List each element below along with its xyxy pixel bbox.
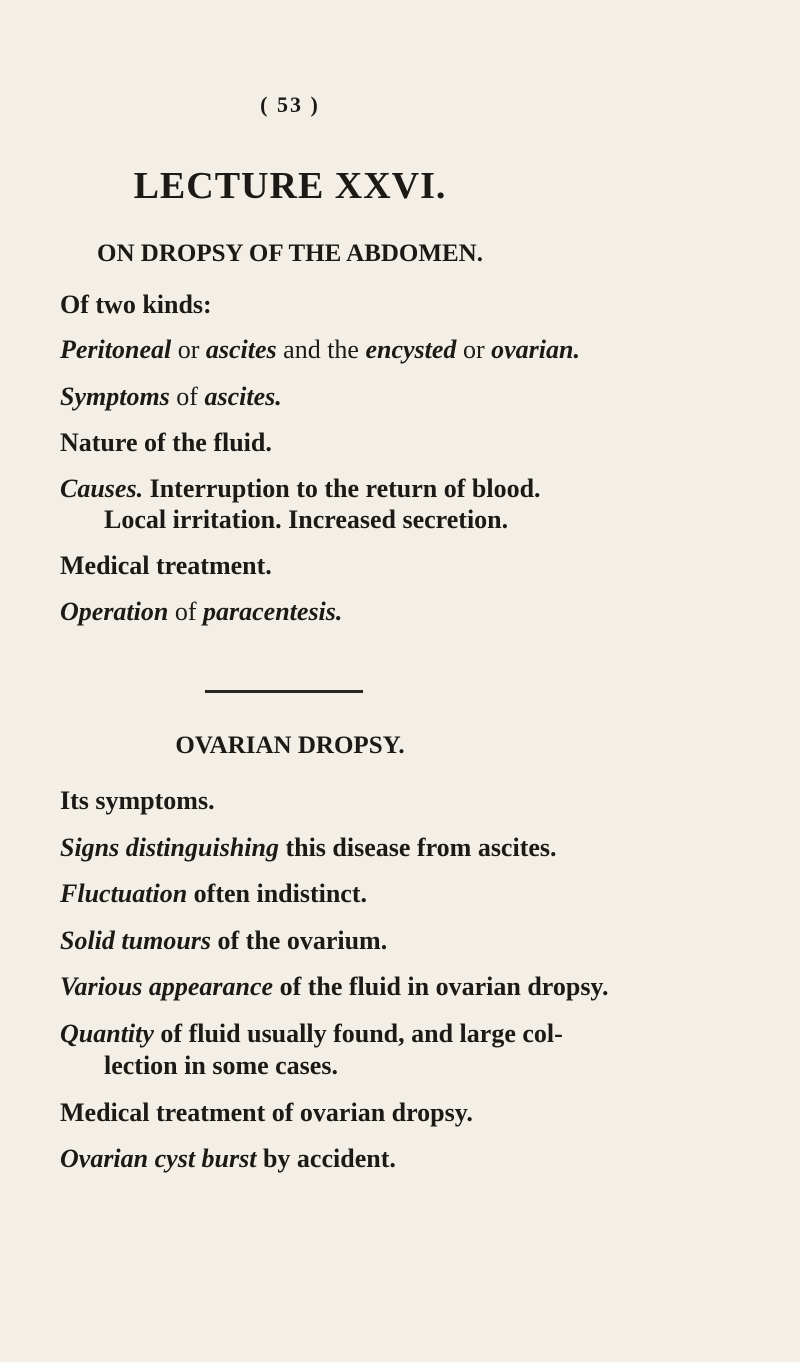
cyst-text: by accident. xyxy=(256,1144,396,1173)
causes-term: Causes. xyxy=(60,474,144,503)
its-symptoms-line xyxy=(60,786,215,816)
signs-term: Signs distinguishing xyxy=(60,833,279,862)
operation-term: Operation xyxy=(60,597,169,626)
medical-line xyxy=(60,551,272,581)
or-text: or xyxy=(171,335,206,364)
cyst-line xyxy=(60,1144,396,1174)
ascites-term-2: ascites. xyxy=(204,382,282,411)
quantity-text: of fluid usually found, and large col- xyxy=(153,1019,563,1048)
kinds-text: Of two kinds: xyxy=(60,290,212,319)
of-text-2: of xyxy=(168,597,204,626)
encysted-term: encysted xyxy=(365,335,457,364)
causes-text-2: Local irritation. Increased secretion. xyxy=(104,505,509,534)
signs-text: this disease from ascites. xyxy=(278,833,557,862)
ovarian-term: ovarian. xyxy=(491,335,580,364)
page-number: ( 53 ) xyxy=(260,92,320,117)
ovarian-medical-text: Medical treatment of ovarian dropsy. xyxy=(60,1098,473,1127)
various-term: Various appearance xyxy=(60,972,274,1001)
medical-text: Medical treatment. xyxy=(60,551,272,580)
fluctuation-term: Fluctuation xyxy=(60,879,188,908)
or-text-2: or xyxy=(456,335,492,364)
symptoms-term: Symptoms xyxy=(60,382,170,411)
operation-line xyxy=(60,597,342,627)
subject-title: ON DROPSY OF THE ABDOMEN. xyxy=(97,240,483,267)
lecture-title: LECTURE XXVI. xyxy=(133,165,447,207)
section-divider xyxy=(205,690,363,693)
fluctuation-text: often indistinct. xyxy=(187,879,367,908)
solid-text: of the ovarium. xyxy=(211,926,388,955)
nature-line xyxy=(60,428,272,458)
quantity-text-2: lection in some cases. xyxy=(104,1051,338,1080)
ascites-term: ascites xyxy=(205,335,277,364)
quantity-line-2 xyxy=(104,1051,338,1081)
its-symptoms-text: Its symptoms. xyxy=(60,786,215,815)
paracentesis-term: paracentesis. xyxy=(203,597,343,626)
causes-line xyxy=(60,474,541,504)
causes-text: Interruption to the return of blood. xyxy=(143,474,541,503)
solid-term: Solid tumours xyxy=(60,926,212,955)
kinds-line xyxy=(60,290,212,320)
quantity-term: Quantity xyxy=(60,1019,154,1048)
fluctuation-line xyxy=(60,879,367,909)
quantity-line xyxy=(60,1019,563,1049)
various-text: of the fluid in ovarian dropsy. xyxy=(273,972,609,1001)
ovarian-medical-line xyxy=(60,1098,473,1128)
nature-text: Nature of the fluid. xyxy=(60,428,272,457)
and-the-text: and the xyxy=(276,335,366,364)
symptoms-line xyxy=(60,382,282,412)
of-text: of xyxy=(169,382,205,411)
signs-line xyxy=(60,833,557,863)
section-title-ovarian: OVARIAN DROPSY. xyxy=(175,732,405,759)
causes-line-2 xyxy=(104,505,508,535)
peritoneal-term: Peritoneal xyxy=(60,335,172,364)
solid-line xyxy=(60,926,387,956)
cyst-term: Ovarian cyst burst xyxy=(60,1144,257,1173)
peritoneal-line xyxy=(60,335,580,365)
various-line xyxy=(60,972,609,1002)
